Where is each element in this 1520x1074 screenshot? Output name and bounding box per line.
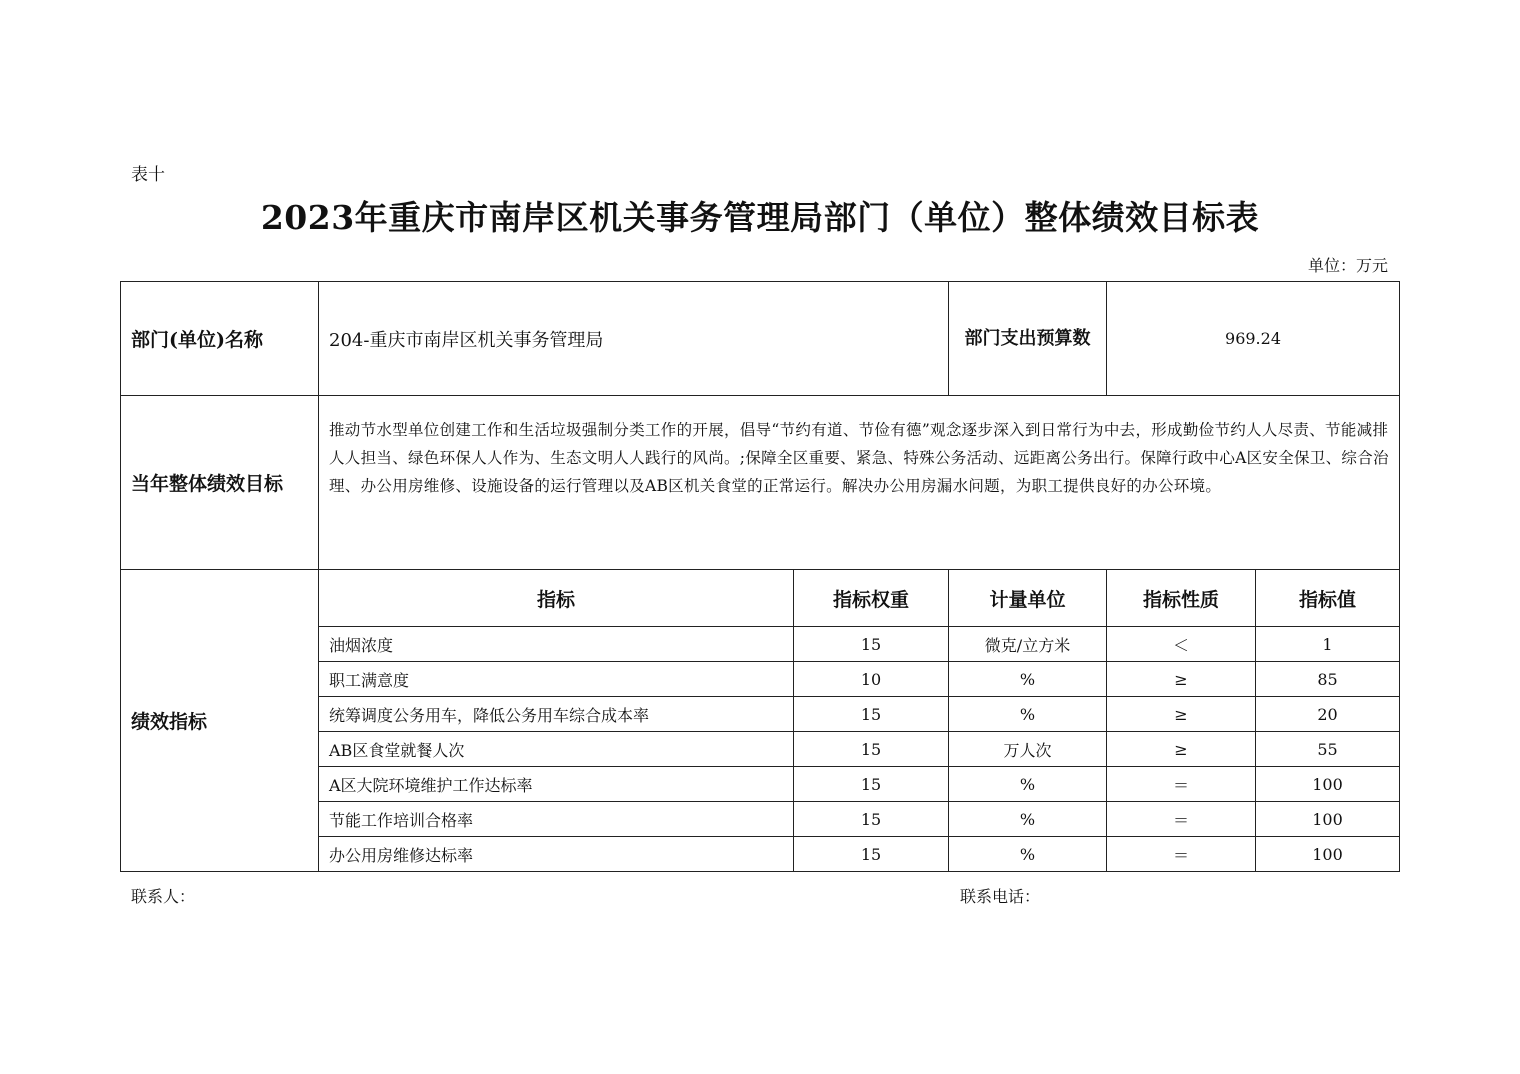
indicator-weight: 15 bbox=[794, 732, 949, 767]
indicator-name: 职工满意度 bbox=[319, 662, 794, 697]
indicator-unit: % bbox=[949, 697, 1107, 732]
indicators-label: 绩效指标 bbox=[121, 570, 319, 872]
goal-label: 当年整体绩效目标 bbox=[121, 396, 319, 570]
indicator-value: 100 bbox=[1256, 837, 1400, 872]
dept-row bbox=[121, 282, 1400, 396]
dept-name-label: 部门(单位)名称 bbox=[121, 282, 319, 396]
indicator-header-row bbox=[121, 570, 1400, 627]
indicator-nature: ≥ bbox=[1107, 732, 1256, 767]
contact-phone-label: 联系电话： bbox=[960, 887, 1041, 906]
indicator-weight: 15 bbox=[794, 802, 949, 837]
indicator-unit: 万人次 bbox=[949, 732, 1107, 767]
indicator-name: A区大院环境维护工作达标率 bbox=[319, 767, 794, 802]
goal-text: 推动节水型单位创建工作和生活垃圾强制分类工作的开展，倡导“节约有道、节俭有德”观念逐步深入到日常行为中去，形成勤俭节约人人尽责、节能减排人人担当、绿色环保人人作为、生态文明人人践行的风尚。;保障全区重要、紧急、特殊公务活动、远距离公务出行。保障行政中心A区安全保卫、综合治理、办公用房维修、设施设备的运行管理以及AB区机关食堂的正常运行。解决办公用房漏水问题，为职工提供良好的办公环境。 bbox=[319, 396, 1400, 570]
indicator-unit: % bbox=[949, 837, 1107, 872]
indicator-nature: ＝ bbox=[1107, 837, 1256, 872]
header-nature: 指标性质 bbox=[1107, 570, 1256, 627]
indicator-weight: 15 bbox=[794, 627, 949, 662]
indicator-weight: 15 bbox=[794, 697, 949, 732]
indicator-value: 20 bbox=[1256, 697, 1400, 732]
indicator-value: 100 bbox=[1256, 802, 1400, 837]
indicator-nature: ＜ bbox=[1107, 627, 1256, 662]
header-indicator: 指标 bbox=[319, 570, 794, 627]
indicator-nature: ＝ bbox=[1107, 802, 1256, 837]
indicator-unit: % bbox=[949, 662, 1107, 697]
indicator-weight: 10 bbox=[794, 662, 949, 697]
indicator-value: 1 bbox=[1256, 627, 1400, 662]
indicator-name: 统筹调度公务用车，降低公务用车综合成本率 bbox=[319, 697, 794, 732]
indicator-name: 办公用房维修达标率 bbox=[319, 837, 794, 872]
header-weight: 指标权重 bbox=[794, 570, 949, 627]
indicator-unit: % bbox=[949, 767, 1107, 802]
budget-label: 部门支出预算数 bbox=[949, 282, 1107, 396]
header-value: 指标值 bbox=[1256, 570, 1400, 627]
indicator-weight: 15 bbox=[794, 767, 949, 802]
goal-row bbox=[121, 396, 1400, 570]
document-title: 2023年重庆市南岸区机关事务管理局部门（单位）整体绩效目标表 bbox=[260, 198, 1260, 237]
indicator-name: 油烟浓度 bbox=[319, 627, 794, 662]
unit-note: 单位：万元 bbox=[1307, 256, 1388, 275]
indicator-value: 85 bbox=[1256, 662, 1400, 697]
header-unit: 计量单位 bbox=[949, 570, 1107, 627]
dept-name-value: 204-重庆市南岸区机关事务管理局 bbox=[319, 282, 949, 396]
indicator-nature: ≥ bbox=[1107, 697, 1256, 732]
performance-target-table bbox=[120, 281, 1400, 872]
indicator-name: AB区食堂就餐人次 bbox=[319, 732, 794, 767]
indicator-nature: ≥ bbox=[1107, 662, 1256, 697]
indicator-value: 100 bbox=[1256, 767, 1400, 802]
budget-value: 969.24 bbox=[1107, 282, 1400, 396]
indicator-weight: 15 bbox=[794, 837, 949, 872]
indicator-name: 节能工作培训合格率 bbox=[319, 802, 794, 837]
indicator-unit: % bbox=[949, 802, 1107, 837]
table-number: 表十 bbox=[131, 165, 165, 185]
indicator-nature: ＝ bbox=[1107, 767, 1256, 802]
contact-person-label: 联系人： bbox=[131, 887, 196, 906]
indicator-unit: 微克/立方米 bbox=[949, 627, 1107, 662]
indicator-value: 55 bbox=[1256, 732, 1400, 767]
